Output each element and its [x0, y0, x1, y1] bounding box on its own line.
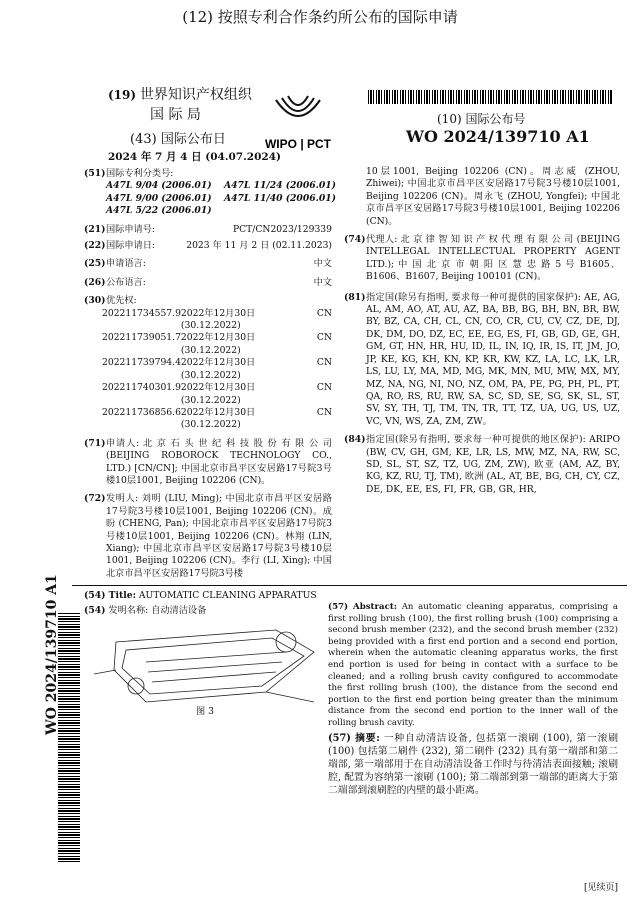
figure-drawing — [86, 622, 326, 712]
barcode-top — [368, 90, 612, 104]
ipc-classes — [84, 180, 336, 217]
wipo-logo-text: WIPO | PCT — [264, 137, 332, 151]
priority-cc: CN — [316, 406, 332, 418]
figure-caption: 图 3 — [196, 706, 214, 717]
priority-cc: CN — [316, 332, 332, 344]
priority-list — [84, 308, 332, 432]
ipc-class: A47L 11/40 (2006.01) — [224, 192, 336, 204]
abstract-en: (57) Abstract: An automatic cleaning apparatus, comprising a first rolling brush (100), the first rolling brush (100) comprising a second brush member (232), and the second brush member (232) being provided with a first end portion and a second end portion, wherein when the automatic cleaning apparatus works, the first end portion is used for being in contact with a surface to be cleaned; and a rolling brush cavity configured to accommodate the first rolling brush (100), the distance from the second end portion to the first end portion being greater than the minimum distance from the second end portion to the inner wall of the rolling brush cavity. — [328, 602, 618, 728]
field-51: (51)国际专利分类号: A47L 9/04 (2006.01) A47L 11/24 (2006.01) A47L 9/00 (2006.01) A47L 11/40 (2006.01) A47L 5/22 (2006.01) — [84, 168, 332, 218]
priority-row — [102, 308, 332, 333]
priority-date: 2022年12月30日 (30.12.2022) — [180, 307, 256, 332]
priority-no: 202211740301.9 — [102, 382, 181, 394]
document-title: (12) 按照专利合作条约所公布的国际申请 — [182, 8, 458, 26]
priority-row — [102, 332, 332, 357]
pub-date-label: (43) 国际公布日 — [130, 132, 226, 147]
field-21: (21)国际申请号: PCT/CN2023/129339 — [84, 223, 332, 235]
title-zh: (54) 发明名称: 自动清洁设备 — [84, 605, 207, 616]
priority-row — [102, 407, 332, 432]
field-71: (71) 申请人: 北 京 石 头 世 纪 科 技 股 份 有 限 公 司 (BEIJING ROBOROCK TECHNOLOGY CO., LTD.) [CN/CN]; 中国北京市昌平区安居路17号院3号楼10层1001, Beijing 102206 (CN)。 — [84, 437, 332, 486]
priority-no: 202211734557.9 — [102, 307, 181, 319]
priority-cc: CN — [316, 357, 332, 369]
field-74: (74) 代理人: 北 京 律 智 知 识 产 权 代 理 有 限 公 司 (BEIJING INTELLEGAL INTELLECTUAL PROPERTY AGENT LTD.); 中 国 北 京 市 朝 阳 区 慧 忠 路 5 号 B1605、B1606、B1607, Beijing 100101 (CN)。 — [344, 234, 620, 283]
pub-date: 2024 年 7 月 4 日 (04.07.2024) — [108, 151, 281, 163]
section-divider — [72, 585, 627, 586]
priority-no: 202211739051.7 — [102, 332, 181, 344]
priority-date: 2022年12月30日 (30.12.2022) — [180, 406, 256, 431]
org-num: (19) — [108, 88, 137, 102]
field-84: (84) 指定国(除另有指明, 要求每一种可提供的地区保护): ARIPO (BW, CV, GH, GM, KE, LR, LS, MW, MZ, NA, RW, SC, SD, SL, ST, SZ, TZ, UG, ZM, ZW), 欧亚 (AM, AZ, BY, KG, KZ, RU, TJ, TM), 欧洲 (AL, AT, BE, BG, CH, CY, CZ, DE, DK, EE, ES, FI, FR, GB, GR, HR, — [344, 434, 620, 495]
title-en: (54) Title: AUTOMATIC CLEANING APPARATUS — [84, 590, 317, 601]
field-72-continued: 10层1001, Beijing 102206 (CN)。周志威 (ZHOU, Zhiwei); 中国北京市昌平区安居路17号院3号楼10层1001, Beijing 102206 (CN)。周永飞 (ZHOU, Yongfei); 中国北京市昌平区安居路17号院3号楼10层1001, Beijing 102206 (CN)。 — [366, 166, 620, 227]
priority-cc: CN — [316, 307, 332, 319]
ipc-class: A47L 5/22 (2006.01) — [106, 205, 212, 217]
field-30: (30)优先权: 202211734557.9 2022年12月30日 (30.12.2022) CN 202211739051.7 2022年12月30日 (30.12.2022) CN 202211739794.4 2022年12月30日 (30.12.2022) CN 202211740301.9 2022年12月30日 (30.12.2022) CN 202211736856.6 2022年12月30日 (30.12.2022) CN — [84, 295, 332, 431]
field-72: (72) 发明人: 刘明 (LIU, Ming); 中国北京市昌平区安居路17号院3号楼10层1001, Beijing 102206 (CN)。成盼 (CHENG, Pan); 中国北京市昌平区安居路17号院3号楼10层1001, Beijing 102206 (CN)。林翔 (LIN, Xiang); 中国北京市昌平区安居路17号院3号楼10层1001, Beijing 102206 (CN)。李行 (LI, Xing); 中国北京市昌平区安居路17号院3号楼 — [84, 493, 332, 579]
org-bureau: 国 际 局 — [150, 107, 201, 123]
sidebar-pub-no: WO 2024/139710 A1 — [44, 574, 60, 735]
priority-date: 2022年12月30日 (30.12.2022) — [180, 382, 256, 406]
priority-no: 202211739794.4 — [102, 357, 181, 369]
field-22: (22)国际申请日: 2023 年 11 月 2 日 (02.11.2023) — [84, 240, 332, 252]
ipc-class: A47L 9/00 (2006.01) — [106, 192, 212, 204]
priority-date: 2022年12月30日 (30.12.2022) — [180, 332, 256, 356]
org-name: 世界知识产权组织 — [139, 87, 252, 103]
org-block — [108, 84, 252, 124]
ipc-class: A47L 9/04 (2006.01) — [106, 180, 212, 192]
abstract-zh: (57) 摘要: 一种自动清洁设备, 包括第一滚刷 (100), 第一滚刷 (100) 包括第二刷件 (232), 第二刷件 (232) 具有第一端部和第二端部, 第一端部用于在自动清洁设备工作时与待清洁表面接触; 滚刷腔, 配置为容纳第一滚刷 (100); 第二端部到第一端部的距离大于第二端部到滚刷腔的内壁的最小距离。 — [328, 733, 618, 796]
field-25: (25)申请语言: 中文 — [84, 258, 332, 270]
priority-row — [102, 382, 332, 407]
pub-date-block — [108, 128, 281, 164]
ipc-class: A47L 11/24 (2006.01) — [224, 180, 336, 192]
priority-cc: CN — [316, 382, 332, 394]
right-column — [344, 166, 620, 496]
priority-no: 202211736856.6 — [102, 406, 181, 418]
continued-note: [见续页] — [583, 883, 618, 893]
sidebar-barcode — [58, 612, 80, 862]
priority-date: 2022年12月30日 (30.12.2022) — [180, 357, 256, 381]
field-81: (81) 指定国(除另有指明, 要求每一种可提供的国家保护): AE, AG, AL, AM, AO, AT, AU, AZ, BA, BB, BG, BH, BN, BR, BW, BY, BZ, CA, CH, CL, CN, CO, CR, CU, CV, CZ, DE, DJ, DK, DM, DO, DZ, EC, EE, EG, ES, FI, GB, GD, GE, GH, GM, GT, HN, HR, HU, ID, IL, IN, IQ, IR, IS, IT, JM, JO, JP, KE, KG, KH, KN, KP, KR, KW, KZ, LA, LC, LK, LR, LS, LU, LY, MA, MD, MG, MK, MN, MU, MW, MX, MY, MZ, NA, NG, NI, NO, NZ, OM, PA, PE, PG, PH, PL, PT, QA, RO, RS, RU, RW, SA, SC, SD, SE, SG, SK, SL, ST, SV, SY, TH, TJ, TM, TN, TR, TT, TZ, UA, UG, US, UZ, VC, VN, WS, ZA, ZM, ZW。 — [344, 291, 620, 427]
pub-no-label: (10) 国际公布号 — [437, 112, 526, 126]
priority-row — [102, 357, 332, 382]
field-26: (26)公布语言: 中文 — [84, 276, 332, 288]
pub-no: WO 2024/139710 A1 — [406, 127, 590, 146]
left-column — [84, 168, 336, 580]
